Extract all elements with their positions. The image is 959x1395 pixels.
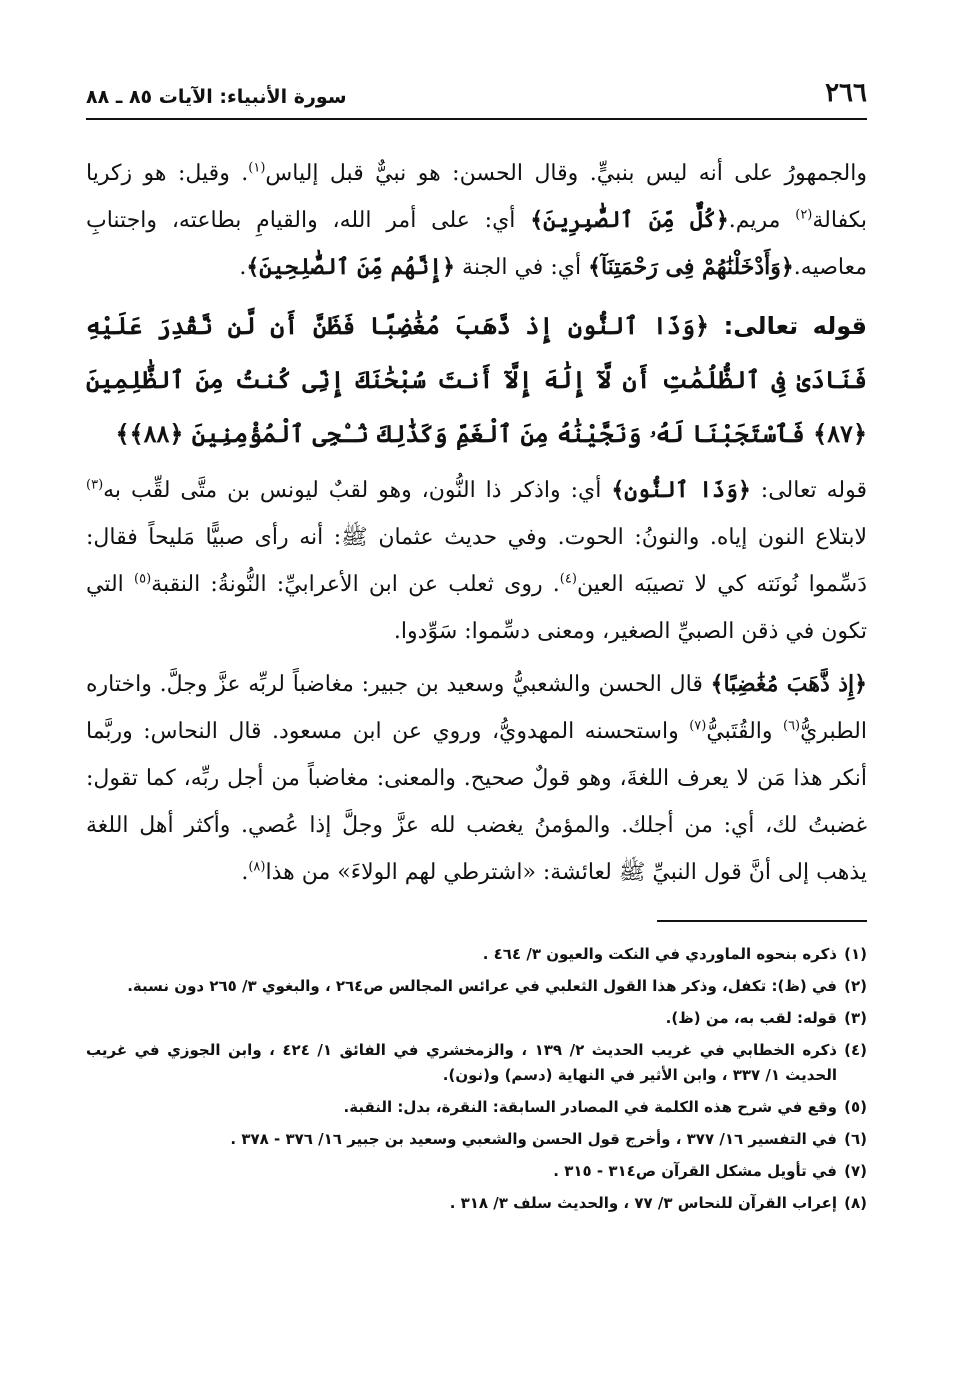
- footnotes: [86, 942, 867, 1216]
- footnote-ref: (٧): [689, 718, 707, 734]
- footnote-ref: (١): [248, 160, 266, 176]
- footnote-number: (٢): [844, 977, 867, 995]
- footnote-text: ذكره الخطابي في غريب الحديث ٢/ ١٣٩ ، والزمخشري في الفائق ١/ ٤٢٤ ، وابن الجوزي في غريب الحديث ١/ ٣٣٧ ، وابن الأثير في النهاية (دسم) و(نون).: [86, 1041, 838, 1084]
- footnote-1: [86, 942, 867, 967]
- paragraph-3: [86, 661, 867, 896]
- text-run: قال الحسن والشعبيُّ وسعيد بن جبير: مغاضباً لربِّه عزَّ وجلَّ. واختاره الطبريُّ: [86, 672, 867, 744]
- text-run: أي: في الجنة: [455, 255, 589, 280]
- footnote-6: [86, 1127, 867, 1152]
- verse-lead: قوله تعالى:: [709, 312, 868, 340]
- footnote-text: ذكره بنحوه الماوردي في النكت والعيون ٣/ ٤٦٤ .: [482, 945, 837, 963]
- footnote-ref: (٥): [134, 571, 152, 587]
- footnote-ref: (٤): [559, 571, 577, 587]
- footnote-text: في تأويل مشكل القرآن ص٣١٤ - ٣١٥ .: [553, 1162, 837, 1180]
- footnote-number: (٦): [844, 1130, 867, 1148]
- text-run: أي: واذكر ذا النُّون، وهو لقبٌ ليونس بن متَّى لقِّب به: [103, 478, 612, 503]
- footnote-text: قوله: لقب به، من (ظ).: [665, 1009, 837, 1027]
- footnote-text: إعراب القرآن للنحاس ٣/ ٧٧ ، والحديث سلف ٣/ ٣١٨ .: [449, 1194, 837, 1212]
- text-run: أي: على أمر الله، والقيامِ بطاعته، واجتنابِ معاصيه.: [86, 208, 867, 280]
- quran-quote: ﴿إِنَّهُم مِّنَ ٱلصَّٰلِحِينَ﴾: [246, 254, 456, 280]
- footnote-number: (٥): [844, 1098, 867, 1116]
- footnote-text: في التفسير ١٦/ ٣٧٧ ، وأخرج قول الحسن والشعبي وسعيد بن جبير ١٦/ ٣٧٦ - ٣٧٨ .: [230, 1130, 837, 1148]
- footnote-ref: (٣): [86, 477, 104, 493]
- footnote-3: [86, 1006, 867, 1031]
- text-run: . وقيل: هو زكريا بكفالة: [86, 161, 867, 233]
- footnote-text: في (ظ): تكفل، وذكر هذا القول الثعلبي في عرائس المجالس ص٢٦٤ ، والبغوي ٣/ ٢٦٥ دون نسبة.: [127, 977, 837, 995]
- text-run: التي تكون في ذقن الصبيِّ الصغير، ومعنى دسِّموا: سَوِّدوا.: [86, 572, 867, 644]
- page-header: [86, 78, 867, 120]
- footnote-number: (٧): [844, 1162, 867, 1180]
- paragraph-1: [86, 150, 867, 291]
- page-number: ٢٦٦: [825, 78, 867, 108]
- text-run: . روى ثعلب عن ابن الأعرابيِّ: النُّونةُ: النقبة: [151, 572, 560, 597]
- verse-block: [86, 299, 867, 461]
- paragraph-2: [86, 467, 867, 655]
- footnote-7: [86, 1159, 867, 1184]
- text-run: مريم.: [728, 208, 796, 233]
- footnote-ref: (٢): [795, 207, 813, 223]
- footnote-ref: (٦): [782, 718, 801, 734]
- quran-quote: ﴿وَأَدْخَلْنَٰهُمْ فِى رَحْمَتِنَآ﴾: [588, 254, 794, 280]
- quran-quote: ﴿كُلٌّ مِّنَ ٱلصَّٰبِرِينَ﴾: [530, 207, 729, 233]
- text-run: .: [241, 860, 249, 885]
- footnote-5: [86, 1095, 867, 1120]
- footnote-4: [86, 1038, 867, 1088]
- text-run: والقُتَبيُّ: [706, 719, 783, 744]
- text-run: لابتلاع النون إياه. والنونُ: الحوت. وفي حديث عثمان ﷺ: أنه رأى صبيًّا مَليحاً فقال: دَسِّموا نُونَته كي لا تصيبَه العين: [86, 525, 867, 597]
- footnote-divider: [657, 920, 867, 922]
- footnote-8: [86, 1191, 867, 1216]
- quran-quote: ﴿إِذ ذَّهَبَ مُغَٰضِبًا﴾: [710, 671, 868, 697]
- footnote-number: (١): [844, 945, 867, 963]
- footnote-2: [86, 974, 867, 999]
- text-run: قوله تعالى:: [750, 478, 868, 503]
- footnote-number: (٣): [844, 1009, 867, 1027]
- text-run: واستحسنه المهدويُّ، وروي عن ابن مسعود. قال النحاس: وربَّما أنكر هذا مَن لا يعرف اللغةَ، وهو قولٌ صحيح. والمعنى: مغاضباً من أجل ربِّه، كما تقول: غضبتُ لك، أي: من أجلك. والمؤمنُ يغضب لله عزَّ وجلَّ إذا عُصي. وأكثر أهل اللغة يذهب إلى أنَّ قول النبيِّ ﷺ لعائشة: «اشترطي لهم الولاءَ» من هذا: [86, 719, 867, 885]
- quran-quote: ﴿وَذَا ٱلنُّونِ﴾: [611, 477, 751, 503]
- footnote-number: (٨): [844, 1194, 867, 1212]
- text-run: والجمهورُ على أنه ليس بنبيٍّ. وقال الحسن: هو نبيٌّ قبل إلياس: [265, 161, 868, 186]
- text-run: .: [239, 255, 247, 280]
- footnote-number: (٤): [844, 1041, 867, 1059]
- footnote-ref: (٨): [248, 859, 266, 875]
- footnote-text: وقع في شرح هذه الكلمة في المصادر السابقة: النقرة، بدل: النقبة.: [343, 1098, 837, 1116]
- verse-text: ﴿وَذَا ٱلنُّونِ إِذ ذَّهَبَ مُغَٰضِبًا فَظَنَّ أَن لَّن نَّقْدِرَ عَلَيْهِ فَنَادَىٰ فِى ٱلظُّلُمَٰتِ أَن لَّآ إِلَٰهَ إِلَّآ أَنتَ سُبْحَٰنَكَ إِنِّى كُنتُ مِنَ ٱلظَّٰلِمِينَ ﴿٨٧﴾ فَٱسْتَجَبْنَا لَهُۥ وَنَجَّيْنَٰهُ مِنَ ٱلْغَمِّ وَكَذَٰلِكَ نُـۨجِى ٱلْمُؤْمِنِينَ ﴿٨٨﴾﴾: [86, 311, 867, 448]
- running-title: سورة الأنبياء: الآيات ٨٥ ـ ٨٨: [86, 86, 347, 108]
